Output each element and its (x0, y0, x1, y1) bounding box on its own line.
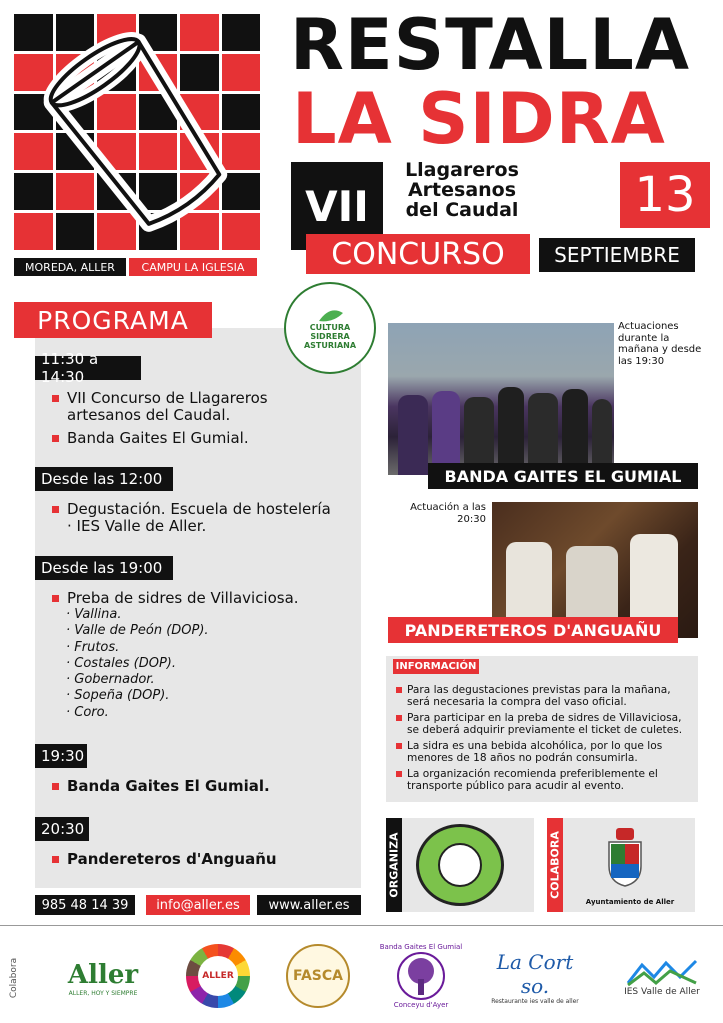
footer-colabora-label: Colabora (9, 957, 19, 999)
contest-label: CONCURSO (306, 234, 530, 274)
time-block-1: 11:30 a 14:30 (35, 356, 141, 380)
email-link[interactable]: info@aller.es (146, 895, 250, 915)
cider-glass-icon (14, 14, 260, 250)
cider-item: · Frutos. (66, 640, 120, 655)
time-block-5: 20:30 (35, 817, 89, 841)
cider-item: · Gobernador. (66, 672, 155, 687)
info-title: INFORMACIÓN (393, 659, 479, 674)
band-caption: BANDA GAITES EL GUMIAL (428, 463, 698, 489)
time-block-3: Desde las 19:00 (35, 556, 173, 580)
list-item: VII Concurso de Llagareros artesanos del Caudal. (52, 390, 332, 424)
list-item: Pandereteros d'Anguañu (52, 851, 332, 868)
subtitle: Llagareros Artesanos del Caudal (405, 159, 519, 221)
cider-item: · Valle de Peón (DOP). (66, 623, 209, 638)
time-block-4: 19:30 (35, 744, 87, 768)
cider-item: · Costales (DOP). (66, 656, 177, 671)
footer-divider (0, 925, 723, 926)
ayuntamiento-label: Ayuntamiento de Aller (585, 898, 675, 906)
list-item: Banda Gaites El Gumial. (52, 778, 332, 795)
web-link[interactable]: www.aller.es (257, 895, 361, 915)
pandereteros-note: Actuación a las 20:30 (410, 502, 486, 525)
coat-of-arms-icon (607, 826, 643, 888)
organiza-label: ORGANIZA (386, 818, 402, 912)
leaf-icon (315, 307, 345, 323)
title-line2: LA SIDRA (292, 78, 666, 160)
info-item: La organización recomienda preferiblemente el transporte público para acudir al evento. (396, 768, 694, 792)
colabora-label: COLABORA (547, 818, 563, 912)
title-line1: RESTALLA (290, 4, 691, 86)
cultura-sidrera-badge: CULTURA SIDRERA ASTURIANA (284, 282, 376, 374)
band-note: Actuaciones durante la mañana y desde las 19:30 (618, 321, 702, 367)
location-place: CAMPU LA IGLESIA (129, 258, 257, 276)
info-item: Para las degustaciones previstas para la mañana, será necesaria la compra del vaso oficial. (396, 684, 694, 708)
llagareros-logo (416, 824, 504, 906)
info-item: Para participar en la preba de sidres de Villaviciosa, se deberá adquirir previamente el ticket de culetes. (396, 712, 694, 736)
cider-item: · Vallina. (66, 607, 122, 622)
fasca-logo: FASCA (286, 944, 350, 1008)
tree-icon (396, 951, 446, 1001)
cider-item: · Sopeña (DOP). (66, 688, 170, 703)
pandereteros-caption: PANDERETEROS D'ANGUAÑU (388, 617, 678, 643)
ies-valle-aller-logo: IES Valle de Aller (620, 944, 704, 1010)
time-block-2: Desde las 12:00 (35, 467, 173, 491)
la-cortso-logo: La Cort so. Restaurante ies valle de aller (491, 949, 579, 1005)
gaites-gumial-logo: Banda Gaites El Gumial Conceyu d'Ayer (379, 943, 463, 1009)
list-item: Banda Gaites El Gumial. (52, 430, 332, 447)
band-photo (388, 323, 614, 475)
location-town: MOREDA, ALLER (14, 258, 126, 276)
cider-item: · Coro. (66, 705, 109, 720)
event-month: SEPTIEMBRE (539, 238, 695, 272)
edition-badge: VII (291, 162, 383, 250)
programa-title: PROGRAMA (14, 302, 212, 338)
list-item: Preba de sidres de Villaviciosa. (52, 590, 342, 607)
aller-logo: Aller ALLER, HOY Y SIEMPRE (67, 959, 139, 997)
mountains-icon (626, 957, 698, 987)
sdg-wheel-logo: ALLER (186, 944, 250, 1008)
list-item: Degustación. Escuela de hostelería · IES Valle de Aller. (52, 501, 332, 535)
info-item: La sidra es una bebida alcohólica, por lo que los menores de 18 años no podrán consumirla. (396, 740, 694, 764)
event-day: 13 (620, 162, 710, 228)
apple-icon (438, 843, 482, 887)
phone-number[interactable]: 985 48 14 39 (35, 895, 135, 915)
